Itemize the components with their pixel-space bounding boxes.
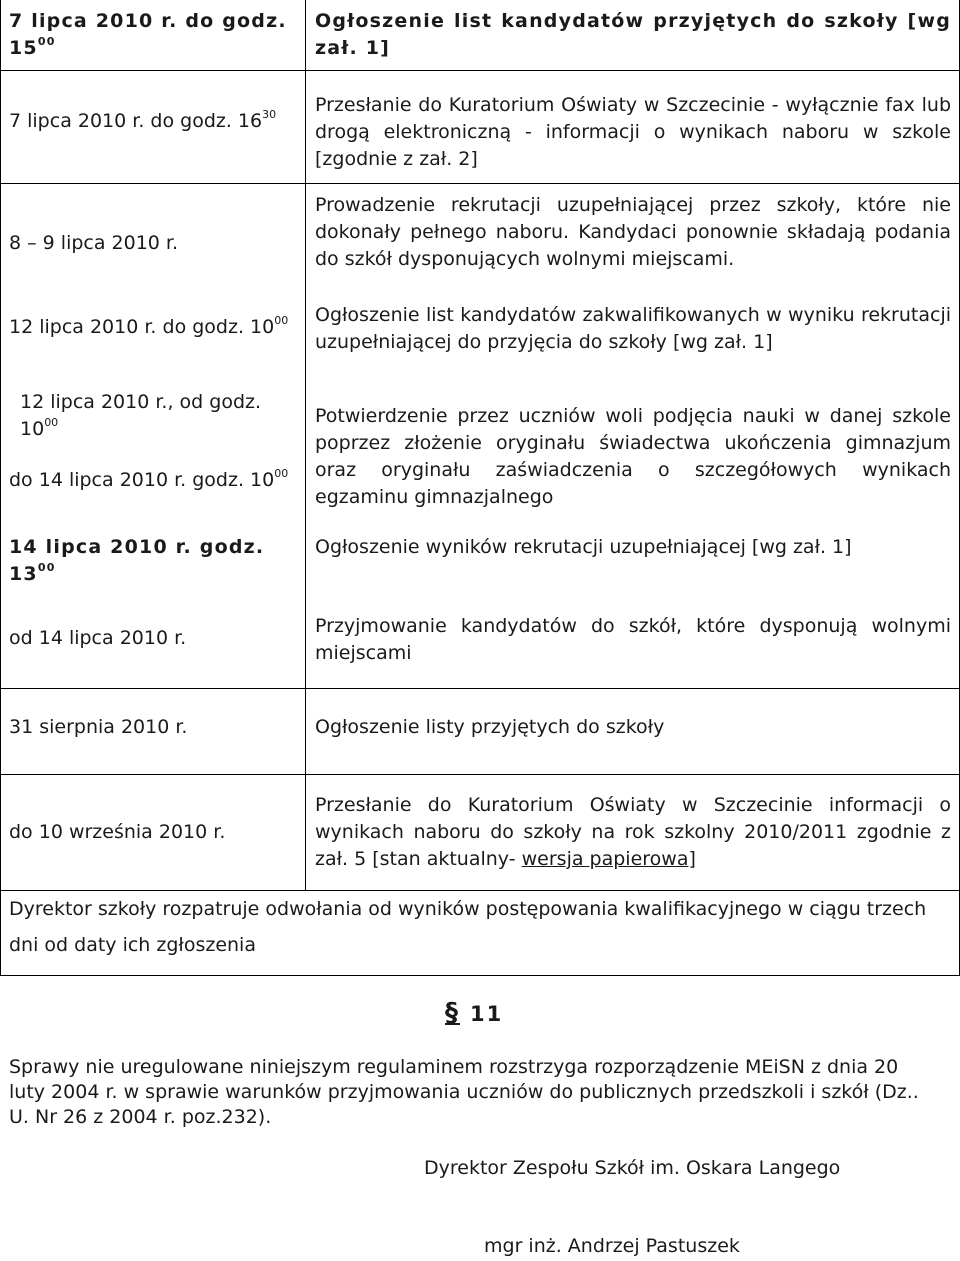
schedule-description: Przyjmowanie kandydatów do szkół, które dysponują wolnymi miejscami bbox=[315, 615, 951, 664]
appeal-note: Dyrektor szkoły rozpatruje odwołania od wyników postępowania kwalifikacyjnego w ciągu trzech dni od daty ich zgłoszenia bbox=[9, 898, 927, 956]
date-superscript: 00 bbox=[37, 560, 56, 574]
date-text: 12 lipca 2010 r. do godz. 10 bbox=[9, 316, 275, 338]
description-part: Przesłanie do Kuratorium Oświaty w Szczecinie informacji o wynikach naboru do szkoły na rok szkolny 2010/2011 zgodnie z zał. 5 [stan aktualny- bbox=[315, 794, 951, 870]
date-superscript: 00 bbox=[274, 466, 289, 480]
date-text: 7 lipca 2010 r. do godz. 16 bbox=[9, 110, 263, 132]
date-superscript: 30 bbox=[262, 107, 277, 121]
schedule-description: Potwierdzenie przez uczniów woli podjęcia nauki w danej szkole poprzez złożenie oryginału świadectwa ukończenia gimnazjum oraz oryginału zaświadczenia o szczegółowych wynikach egzaminu gimnazjalnego bbox=[315, 405, 951, 508]
schedule-description bbox=[315, 792, 951, 873]
schedule-date: 31 sierpnia 2010 r. bbox=[9, 716, 188, 738]
schedule-description: Ogłoszenie list kandydatów zakwalifikowanych w wyniku rekrutacji uzupełniającej do przyjęcia do szkoły [wg zał. 1] bbox=[315, 304, 951, 353]
description-part: Prowadzenie rekrutacji uzupełniającej przez szkoły, które nie dokonały pełnego naboru. bbox=[315, 194, 951, 243]
schedule-date: 8 – 9 lipca 2010 r. bbox=[9, 232, 179, 254]
schedule-date bbox=[9, 8, 295, 62]
section-heading bbox=[445, 998, 503, 1028]
schedule-date bbox=[9, 102, 295, 140]
description-part: Kandydaci ponownie składają podania do szkół dysponujących wolnymi miejscami. bbox=[315, 221, 951, 270]
signature-school: Dyrektor Zespołu Szkół im. Oskara Langego bbox=[424, 1157, 841, 1179]
schedule-description: Ogłoszenie wyników rekrutacji uzupełniającej [wg zał. 1] bbox=[315, 536, 852, 558]
schedule-description bbox=[315, 192, 951, 273]
section-symbol: § bbox=[445, 998, 460, 1028]
table-rule bbox=[0, 183, 960, 184]
table-rule bbox=[0, 774, 960, 775]
schedule-date: do 10 września 2010 r. bbox=[9, 821, 226, 843]
table-border bbox=[0, 0, 1, 976]
table-rule bbox=[0, 688, 960, 689]
schedule-date bbox=[9, 534, 295, 588]
schedule-date-end bbox=[9, 467, 289, 494]
date-superscript: 00 bbox=[37, 34, 56, 48]
table-divider bbox=[305, 688, 306, 774]
table-rule bbox=[0, 70, 960, 71]
schedule-date: od 14 lipca 2010 r. bbox=[9, 627, 187, 649]
schedule-description: Ogłoszenie list kandydatów przyjętych do szkoły [wg zał. 1] bbox=[315, 10, 951, 59]
table-divider bbox=[305, 774, 306, 890]
date-text: do 14 lipca 2010 r. godz. 10 bbox=[9, 469, 275, 491]
date-superscript: 00 bbox=[44, 415, 59, 429]
paper-version-note: wersja papierowa] bbox=[521, 848, 696, 870]
table-divider bbox=[305, 0, 306, 688]
signature-name: mgr inż. Andrzej Pastuszek bbox=[484, 1235, 740, 1257]
closing-paragraph: Sprawy nie uregulowane niniejszym regulaminem rozstrzyga rozporządzenie MEiSN z dnia 20 luty 2004 r. w sprawie warunków przyjmowania uczniów do publicznych przedszkoli i szkół (Dz.. U. Nr 26 z 2004 r. poz.232). bbox=[9, 1056, 919, 1128]
date-text: 12 lipca 2010 r., od godz. 10 bbox=[20, 391, 262, 440]
schedule-date bbox=[20, 389, 290, 443]
date-superscript: 00 bbox=[274, 313, 289, 327]
date-text: 7 lipca 2010 r. do godz. 15 bbox=[9, 10, 287, 59]
schedule-description: Ogłoszenie listy przyjętych do szkoły bbox=[315, 716, 665, 738]
section-number: 11 bbox=[470, 1002, 504, 1026]
date-text: 14 lipca 2010 r. godz. 13 bbox=[9, 536, 265, 585]
table-rule bbox=[0, 975, 960, 976]
schedule-description: Przesłanie do Kuratorium Oświaty w Szczecinie - wyłącznie fax lub drogą elektroniczną - informacji o wynikach naboru w szkole [zgodnie z zał. 2] bbox=[315, 94, 951, 170]
schedule-date bbox=[9, 314, 295, 341]
